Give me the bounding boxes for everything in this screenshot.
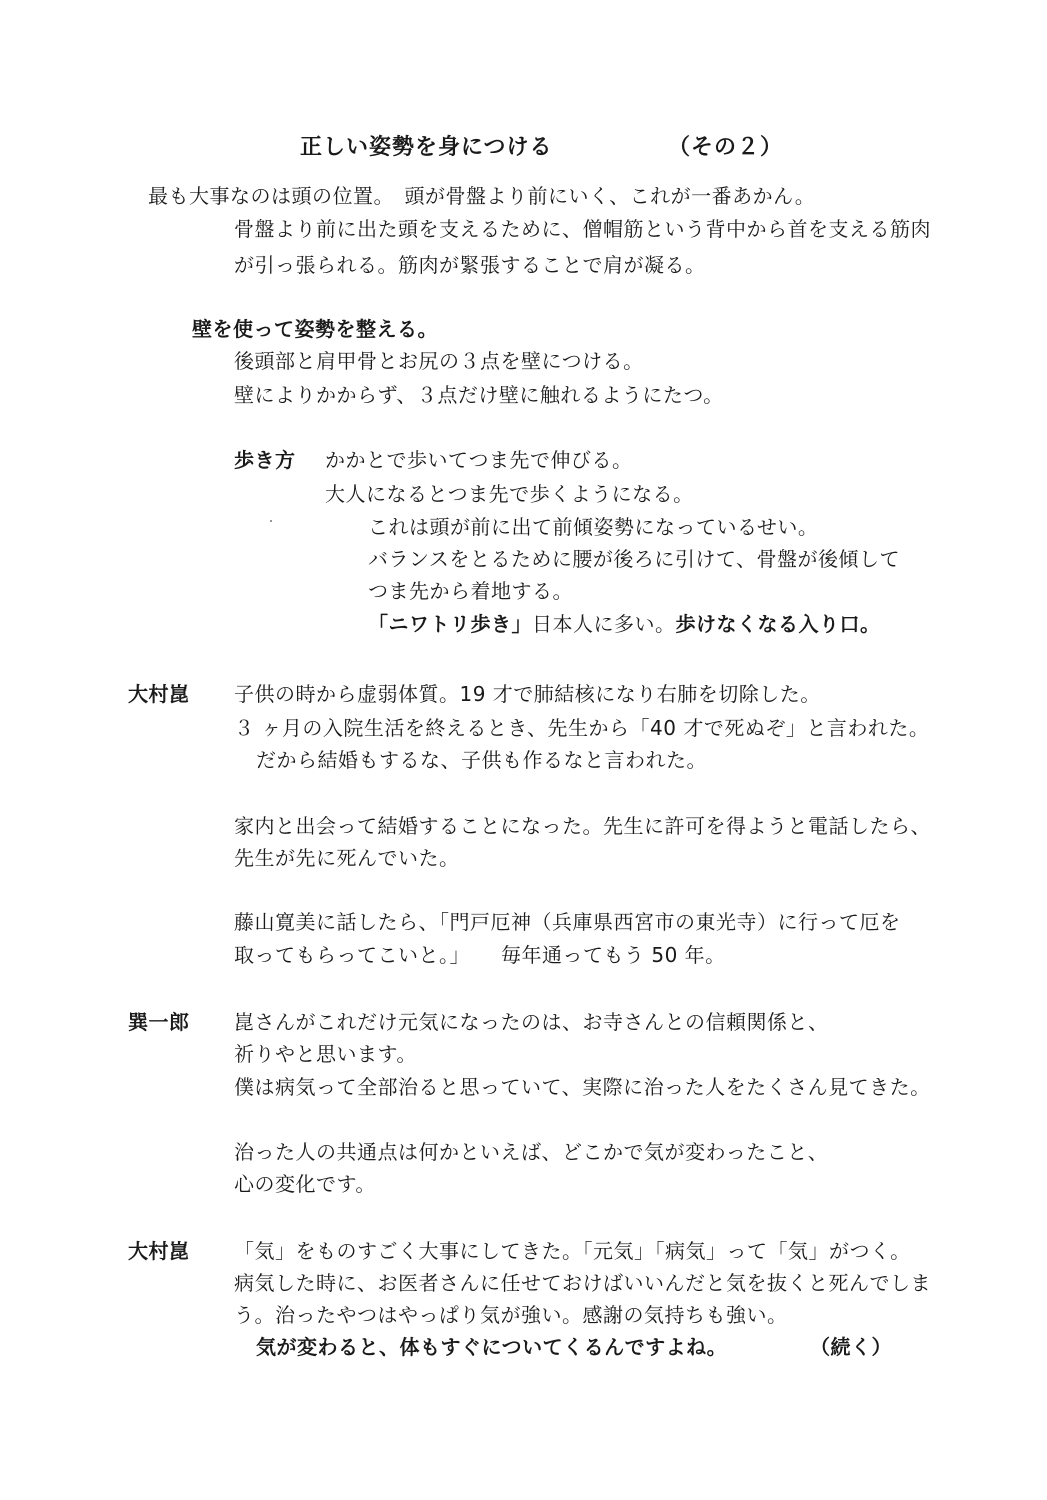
walking-line-5: つま先から着地する。 xyxy=(368,579,573,603)
dialogue-line: 子供の時から虚弱体質。19 才で肺結核になり右肺を切除した。 xyxy=(234,682,821,706)
speaker-label: 大村崑 xyxy=(128,1239,190,1263)
dialogue-line: 心の変化です。 xyxy=(234,1172,376,1196)
wall-heading: 壁を使って姿勢を整える。 xyxy=(192,317,438,341)
dialogue-line: 治った人の共通点は何かといえば、どこかで気が変わったこと、 xyxy=(234,1140,829,1164)
speaker-label: 巽一郎 xyxy=(128,1010,190,1034)
walking-label: 歩き方 xyxy=(234,448,296,472)
dialogue-line: 藤山寛美に話したら、「門戸厄神（兵庫県西宮市の東光寺）に行って厄を xyxy=(234,910,901,934)
intro-line-2: 骨盤より前に出た頭を支えるために、僧帽筋という背中から首を支える筋肉 xyxy=(234,217,931,241)
walking-line-6-text: 日本人に多い。 xyxy=(532,612,676,636)
intro-line-1: 最も大事なのは頭の位置。 頭が骨盤より前にいく、これが一番あかん。 xyxy=(148,184,816,208)
wall-line-1: 後頭部と肩甲骨とお尻の３点を壁につける。 xyxy=(234,349,644,373)
dialogue-line: だから結婚もするな、子供も作るなと言われた。 xyxy=(256,748,707,772)
walking-line-3: これは頭が前に出て前傾姿勢になっているせい。 xyxy=(368,515,819,539)
walking-line-6 xyxy=(368,610,881,638)
dialogue-line: 家内と出会って結婚することになった。先生に許可を得ようと電話したら、 xyxy=(234,814,931,838)
continued-note: （続く） xyxy=(810,1335,892,1359)
closing-statement: 気が変わると、体もすぐについてくるんですよね。 xyxy=(256,1335,728,1359)
scan-speck xyxy=(270,520,272,522)
dialogue-line: う。治ったやつはやっぱり気が強い。感謝の気持ちも強い。 xyxy=(234,1303,788,1327)
dialogue-line: 「気」をものすごく大事にしてきた。「元気」「病気」って「気」がつく。 xyxy=(234,1239,911,1263)
dialogue-line: 崑さんがこれだけ元気になったのは、お寺さんとの信頼関係と、 xyxy=(234,1010,829,1034)
wall-line-2: 壁によりかからず、３点だけ壁に触れるようにたつ。 xyxy=(234,383,724,407)
chicken-walk-term: 「ニワトリ歩き」 xyxy=(368,612,532,636)
walking-line-1: かかとで歩いてつま先で伸びる。 xyxy=(325,448,633,472)
page-title: 正しい姿勢を身につける xyxy=(300,135,553,160)
dialogue-line: 僕は病気って全部治ると思っていて、実際に治った人をたくさん見てきた。 xyxy=(234,1075,931,1099)
walking-warning: 歩けなくなる入り口。 xyxy=(675,612,881,636)
walking-line-4: バランスをとるために腰が後ろに引けて、骨盤が後傾して xyxy=(368,547,900,571)
dialogue-line: 取ってもらってこいと。」 毎年通ってもう 50 年。 xyxy=(234,943,726,967)
dialogue-line: 病気した時に、お医者さんに任せておけばいいんだと気を抜くと死んでしま xyxy=(234,1271,931,1295)
intro-line-3: が引っ張られる。筋肉が緊張することで肩が凝る。 xyxy=(234,253,706,277)
dialogue-line: 先生が先に死んでいた。 xyxy=(234,846,460,870)
speaker-label: 大村崑 xyxy=(128,682,190,706)
dialogue-line: 祈りやと思います。 xyxy=(234,1042,417,1066)
dialogue-line: ３ ヶ月の入院生活を終えるとき、先生から「40 才で死ぬぞ」と言われた。 xyxy=(234,716,930,740)
walking-line-2: 大人になるとつま先で歩くようになる。 xyxy=(325,482,694,506)
page-subtitle: （その２） xyxy=(668,135,784,160)
